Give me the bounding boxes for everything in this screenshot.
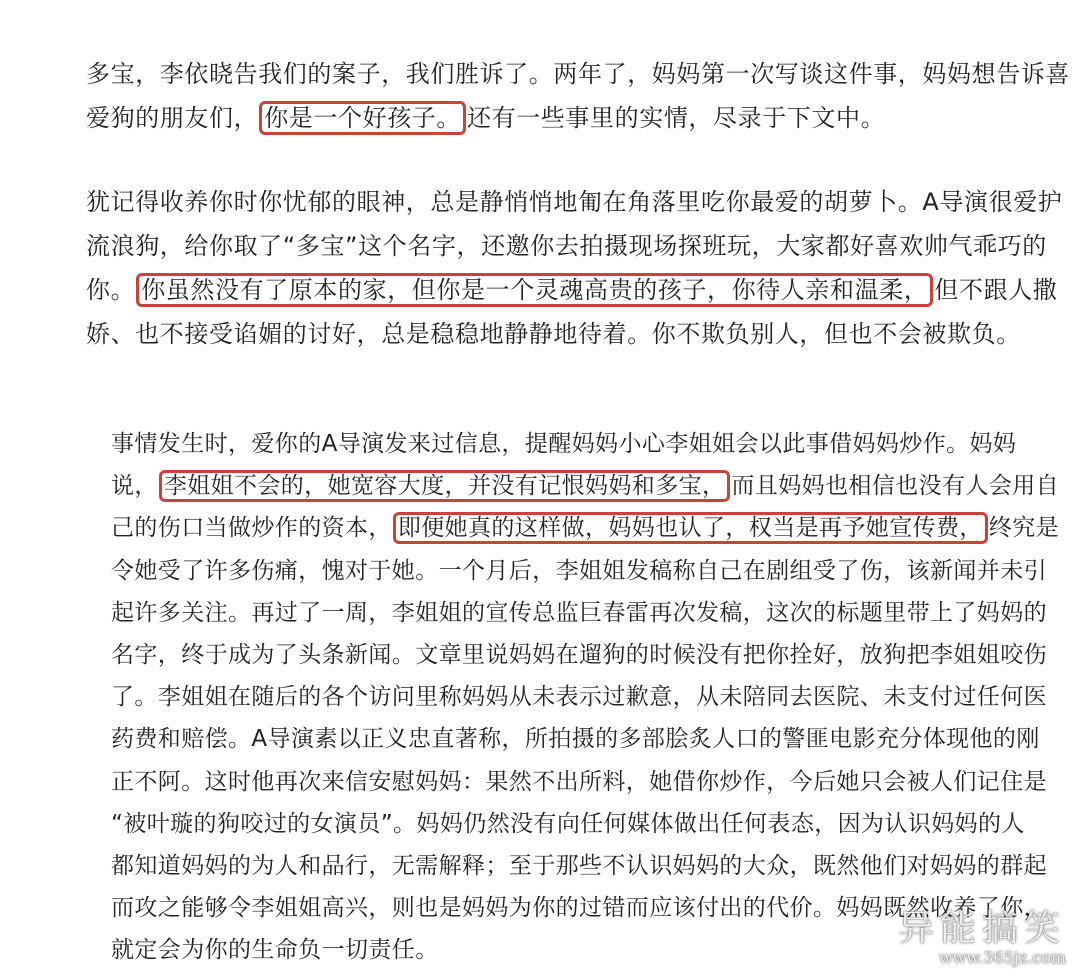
- text-line: [86, 226, 1047, 266]
- text-line: [111, 424, 1016, 464]
- text-segment: 事情发生时，爱你的A导演发来过信息，提醒妈妈小心李姐姐会以此事借妈妈炒作。妈妈: [111, 431, 1017, 457]
- text-segment: 还有一些事里的实情，尽录于下文中。: [467, 104, 886, 132]
- text-segment: 都知道妈妈的为人和品行，无需解释；至于那些不认识妈妈的大众，既然他们对妈妈的群起: [111, 853, 1047, 879]
- text-segment: 就定会为你的生命负一切责任。: [111, 937, 439, 964]
- text-line: [86, 270, 1057, 310]
- text-line: [111, 593, 1047, 633]
- text-line: [86, 182, 1062, 222]
- paragraph-1: [86, 54, 1070, 134]
- text-segment: 娇、也不接受谄媚的讨好，总是稳稳地静静地待着。你不欺负别人，但也不会被欺负。: [86, 320, 1021, 348]
- text-line: [111, 508, 1059, 548]
- text-segment: 流浪狗，给你取了“多宝”这个名字，还邀你去拍摄现场探班玩，大家都好喜欢帅气乖巧的: [86, 232, 1047, 260]
- text-line: [86, 314, 1021, 354]
- text-line: [111, 466, 1059, 506]
- text-segment: 犹记得收养你时你忧郁的眼神，总是静悄悄地匍在角落里吃你最爱的胡萝卜。A导演很爱护: [86, 188, 1063, 216]
- text-segment: 起许多关注。再过了一周，李姐姐的宣传总监巨春雷再次发稿，这次的标题里带上了妈妈的: [111, 599, 1047, 626]
- highlighted-quote: 即便她真的这样做，妈妈也认了，权当是再予她宣传费，: [393, 512, 988, 544]
- text-segment: 终究是: [988, 515, 1060, 542]
- text-line: [111, 846, 1047, 886]
- text-line: [111, 930, 439, 970]
- text-segment: 多宝，李依晓告我们的案子，我们胜诉了。两年了，妈妈第一次写谈这件事，妈妈想告诉喜: [86, 60, 1070, 88]
- text-segment: 药费和赔偿。A导演素以正义忠直著称，所拍摄的多部脍炙人口的警匪电影充分体现他的刚: [111, 726, 1040, 753]
- text-segment: 正不阿。这时他再次来信安慰妈妈：果然不出所料，她借你炒作，今后她只会被人们记住是: [111, 768, 1047, 795]
- text-segment: 名字，终于成为了头条新闻。文章里说妈妈在遛狗的时候没有把你拴好，放狗把李姐姐咬伤: [111, 642, 1047, 668]
- highlighted-quote: 李姐姐不会的，她宽容大度，并没有记恨妈妈和多宝，: [159, 470, 731, 502]
- text-line: [111, 635, 1047, 675]
- text-segment: “被叶璇的狗咬过的女演员”。妈妈仍然没有向任何媒体做出任何表态，因为认识妈妈的人: [111, 810, 1025, 837]
- watermark: [898, 909, 1066, 967]
- highlighted-quote: 你是一个好孩子。: [259, 101, 466, 135]
- text-segment: 说，: [111, 473, 158, 500]
- text-line: [86, 98, 885, 138]
- paragraph-2: [86, 182, 1063, 352]
- text-line: [86, 54, 1070, 94]
- text-line: [111, 551, 1047, 591]
- text-segment: 你。: [86, 276, 136, 304]
- text-segment: 而攻之能够令李姐姐高兴，则也是妈妈为你的过错而应该付出的代价。妈妈既然收养了你，: [111, 895, 1047, 922]
- text-segment: 而且妈妈也相信也没有人会用自: [731, 473, 1060, 500]
- watermark-url: www.365jz.com: [938, 948, 1066, 967]
- text-line: [111, 762, 1047, 802]
- highlighted-quote: 你虽然没有了原本的家，但你是一个灵魂高贵的孩子，你待人亲和温柔，: [136, 273, 933, 307]
- text-segment: 爱狗的朋友们，: [86, 104, 259, 132]
- text-segment: 了。李姐姐在随后的各个访问里称妈妈从未表示过歉意，从未陪同去医院、未支付过任何医: [111, 684, 1047, 711]
- text-segment: 己的伤口当做炒作的资本，: [111, 515, 392, 542]
- watermark-name: 异能搞笑: [897, 908, 1066, 949]
- text-line: [111, 677, 1047, 717]
- text-line: [111, 804, 1025, 844]
- text-segment: 但不跟人撒: [934, 276, 1058, 304]
- text-line: [111, 719, 1040, 759]
- text-segment: 令她受了许多伤痛，愧对于她。一个月后，李姐姐发稿称自己在剧组受了伤，该新闻并未引: [111, 557, 1047, 584]
